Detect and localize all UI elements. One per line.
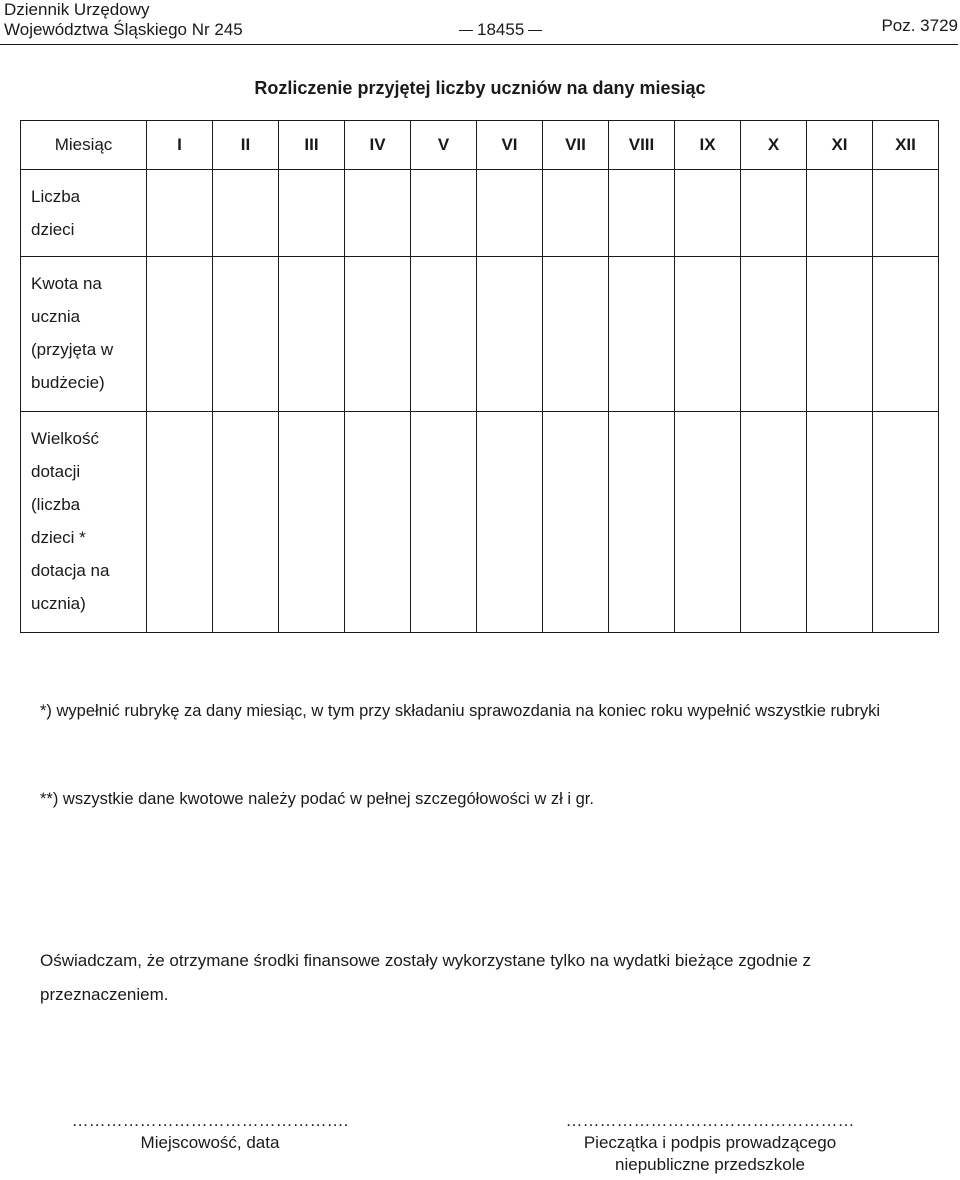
input-cell-month-9[interactable] [675,257,741,412]
signature-stamp [520,1110,900,1176]
input-cell-month-1[interactable] [147,257,213,412]
input-cell-month-4[interactable] [345,257,411,412]
table-header-row [21,121,939,170]
input-cell-month-1[interactable] [147,412,213,633]
input-cell-month-7[interactable] [543,257,609,412]
input-cell-month-2[interactable] [213,170,279,257]
header-month-10: X [741,121,807,170]
input-cell-month-11[interactable] [807,257,873,412]
page-number-text: 18455 [477,20,525,39]
row-label-line: dzieci * [31,528,86,547]
table-row [21,412,939,633]
header-month-3: III [279,121,345,170]
input-cell-month-10[interactable] [741,412,807,633]
header-month-6: VI [477,121,543,170]
row-label-line: dzieci [31,220,75,239]
settlement-table [20,120,939,633]
publication-name [4,0,243,40]
input-cell-month-1[interactable] [147,170,213,257]
row-label-line: Kwota na [31,274,102,293]
signature-label-right-1: Pieczątka i podpis prowadzącego [583,1133,837,1152]
input-cell-month-5[interactable] [411,412,477,633]
declaration-text: Oświadczam, że otrzymane środki finansowe zostały wykorzystane tylko na wydatki bieżące zgodnie z przeznaczeniem. [40,951,812,1004]
row-label [21,170,147,257]
header-month-12: XII [873,121,939,170]
page-title: Rozliczenie przyjętej liczby uczniów na dany miesiąc [254,78,706,98]
document-header [0,0,960,46]
row-label [21,412,147,633]
header-month-label: Miesiąc [21,121,147,170]
input-cell-month-5[interactable] [411,170,477,257]
input-cell-month-7[interactable] [543,412,609,633]
signature-place-date [40,1110,380,1154]
row-label-line: (liczba [31,495,81,514]
table-row [21,170,939,257]
row-label-line: dotacji [31,462,81,481]
input-cell-month-8[interactable] [609,412,675,633]
footnote-2: **) wszystkie dane kwotowe należy podać w pełnej szczegółowości w zł i gr. [40,790,594,808]
input-cell-month-9[interactable] [675,170,741,257]
input-cell-month-11[interactable] [807,170,873,257]
header-month-8: VIII [609,121,675,170]
input-cell-month-12[interactable] [873,170,939,257]
row-label [21,257,147,412]
input-cell-month-7[interactable] [543,170,609,257]
row-label-line: dotacja na [31,561,110,580]
input-cell-month-10[interactable] [741,257,807,412]
input-cell-month-4[interactable] [345,412,411,633]
input-cell-month-2[interactable] [213,257,279,412]
input-cell-month-8[interactable] [609,170,675,257]
row-label-line: (przyjęta w [31,340,114,359]
header-month-1: I [147,121,213,170]
header-month-2: II [213,121,279,170]
input-cell-month-3[interactable] [279,257,345,412]
header-month-11: XI [807,121,873,170]
signature-label-left: Miejscowość, data [140,1133,280,1152]
header-month-5: V [411,121,477,170]
row-label-line: ucznia [31,307,81,326]
dash-left [459,30,473,31]
position-number: Poz. 3729 [881,16,958,35]
input-cell-month-3[interactable] [279,412,345,633]
table-row [21,257,939,412]
input-cell-month-6[interactable] [477,170,543,257]
input-cell-month-6[interactable] [477,412,543,633]
input-cell-month-8[interactable] [609,257,675,412]
input-cell-month-2[interactable] [213,412,279,633]
signature-dots-right: …………………………………………… [565,1111,855,1130]
input-cell-month-5[interactable] [411,257,477,412]
header-month-7: VII [543,121,609,170]
footnote-1: *) wypełnić rubrykę za dany miesiąc, w tym przy składaniu sprawozdania na koniec roku wypełnić wszystkie rubryki [40,702,880,720]
input-cell-month-3[interactable] [279,170,345,257]
input-cell-month-6[interactable] [477,257,543,412]
publication-line-1: Dziennik Urzędowy [4,0,150,19]
row-label-line: budżecie) [31,373,105,392]
signature-dots-left: …………………………………………. [71,1111,349,1130]
page-number [455,20,546,40]
row-label-line: ucznia) [31,594,86,613]
input-cell-month-4[interactable] [345,170,411,257]
input-cell-month-11[interactable] [807,412,873,633]
header-rule [0,44,958,45]
header-month-4: IV [345,121,411,170]
row-label-line: Liczba [31,187,81,206]
dash-right [528,30,542,31]
signature-label-right-2: niepubliczne przedszkole [615,1155,805,1174]
publication-line-2: Województwa Śląskiego Nr 245 [4,20,243,39]
input-cell-month-9[interactable] [675,412,741,633]
input-cell-month-10[interactable] [741,170,807,257]
row-label-line: Wielkość [31,429,100,448]
input-cell-month-12[interactable] [873,412,939,633]
input-cell-month-12[interactable] [873,257,939,412]
header-month-9: IX [675,121,741,170]
